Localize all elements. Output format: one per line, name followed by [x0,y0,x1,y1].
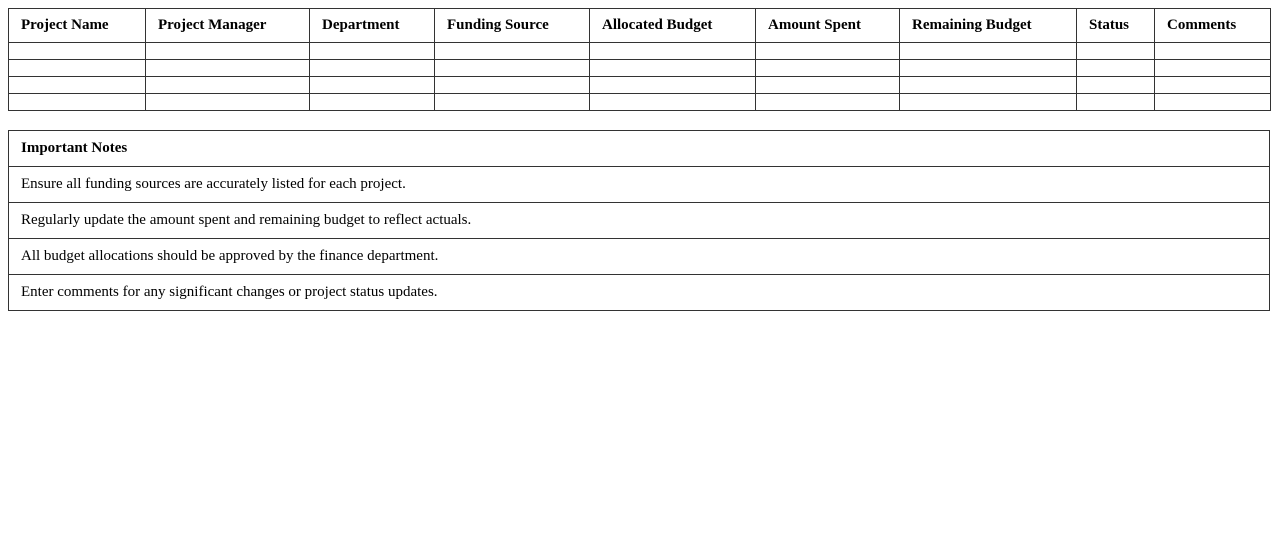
table-cell[interactable] [1077,43,1155,60]
column-header-allocated-budget: Allocated Budget [590,9,756,43]
table-cell[interactable] [1155,43,1271,60]
column-header-project-name: Project Name [9,9,146,43]
table-cell[interactable] [1155,94,1271,111]
table-cell[interactable] [1077,60,1155,77]
important-notes-table [8,130,1270,311]
table-cell[interactable] [435,60,590,77]
list-item [9,275,1270,311]
list-item [9,239,1270,275]
table-cell[interactable] [756,43,900,60]
table-cell[interactable] [900,43,1077,60]
table-row [9,60,1271,77]
table-cell[interactable] [900,94,1077,111]
notes-title: Important Notes [9,131,1270,167]
table-cell[interactable] [9,77,146,94]
list-item [9,203,1270,239]
column-header-funding-source: Funding Source [435,9,590,43]
note-text: Enter comments for any significant changes or project status updates. [9,275,1270,311]
table-cell[interactable] [435,77,590,94]
note-text: Ensure all funding sources are accurately listed for each project. [9,167,1270,203]
table-cell[interactable] [1077,77,1155,94]
table-cell[interactable] [310,77,435,94]
table-cell[interactable] [1077,94,1155,111]
table-cell[interactable] [146,60,310,77]
table-cell[interactable] [146,77,310,94]
column-header-department: Department [310,9,435,43]
note-text: All budget allocations should be approved by the finance department. [9,239,1270,275]
project-budget-table [8,8,1271,111]
table-cell[interactable] [900,77,1077,94]
table-cell[interactable] [310,43,435,60]
table-cell[interactable] [9,60,146,77]
column-header-status: Status [1077,9,1155,43]
table-cell[interactable] [146,94,310,111]
table-cell[interactable] [756,60,900,77]
notes-title-row [9,131,1270,167]
table-cell[interactable] [310,60,435,77]
table-cell[interactable] [435,94,590,111]
table-row [9,77,1271,94]
table-cell[interactable] [9,94,146,111]
table-cell[interactable] [590,60,756,77]
table-row [9,94,1271,111]
table-cell[interactable] [146,43,310,60]
table-cell[interactable] [435,43,590,60]
table-cell[interactable] [9,43,146,60]
column-header-project-manager: Project Manager [146,9,310,43]
table-cell[interactable] [1155,77,1271,94]
column-header-remaining-budget: Remaining Budget [900,9,1077,43]
list-item [9,167,1270,203]
table-cell[interactable] [590,77,756,94]
column-header-amount-spent: Amount Spent [756,9,900,43]
table-cell[interactable] [756,77,900,94]
note-text: Regularly update the amount spent and remaining budget to reflect actuals. [9,203,1270,239]
table-cell[interactable] [756,94,900,111]
table-cell[interactable] [590,94,756,111]
table-cell[interactable] [590,43,756,60]
table-header-row [9,9,1271,43]
table-cell[interactable] [310,94,435,111]
column-header-comments: Comments [1155,9,1271,43]
table-cell[interactable] [900,60,1077,77]
table-cell[interactable] [1155,60,1271,77]
table-row [9,43,1271,60]
